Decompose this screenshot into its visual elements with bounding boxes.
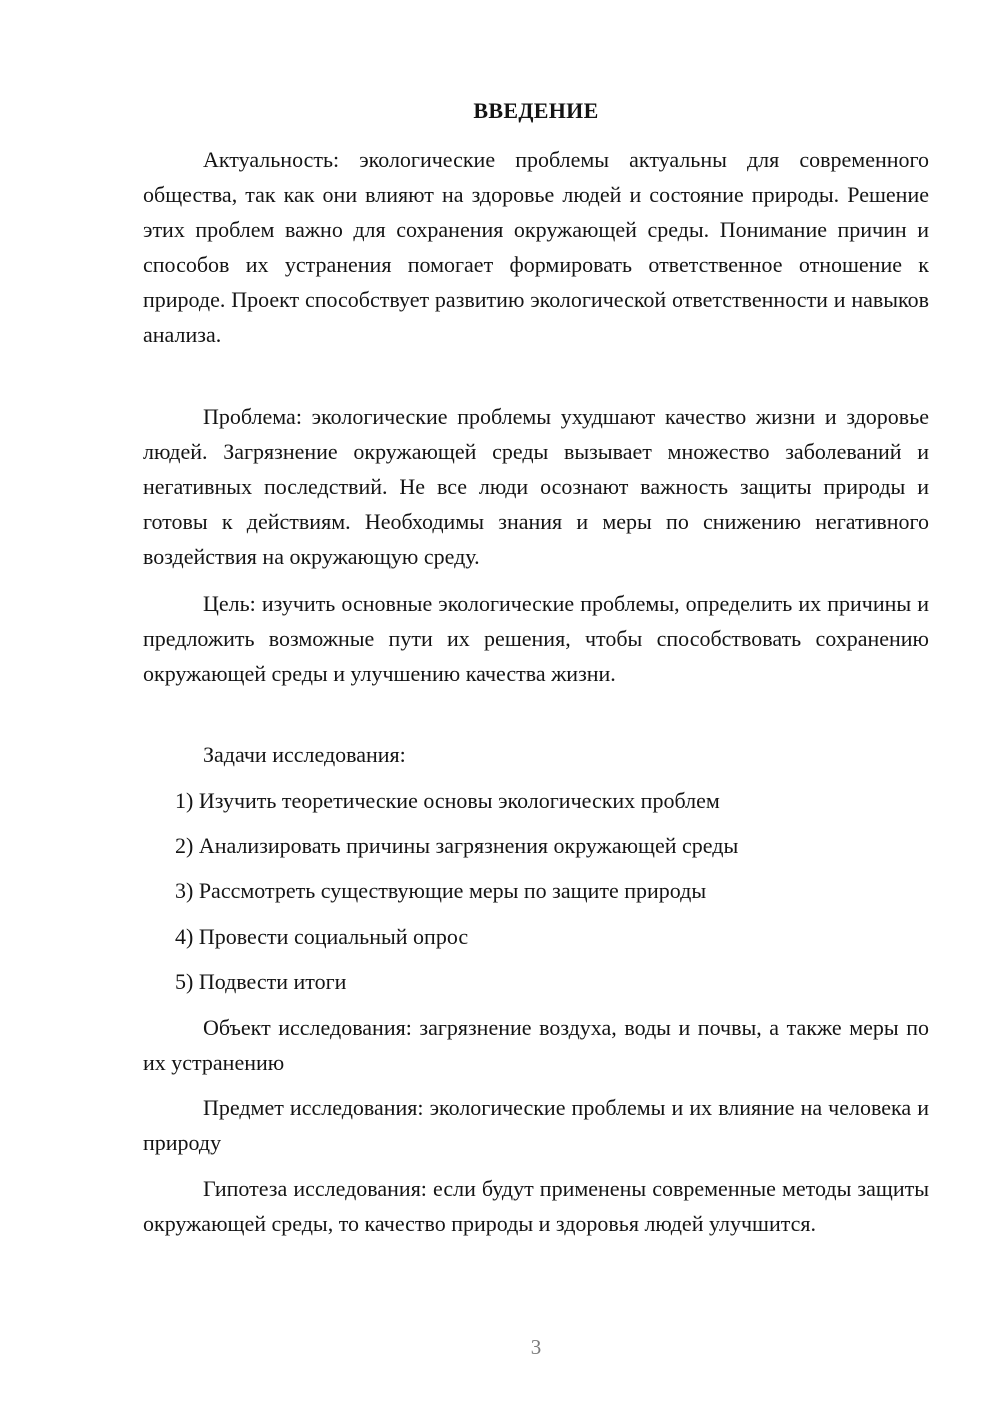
- subject-paragraph: Предмет исследования: экологические проблемы и их влияние на человека и природу: [143, 1095, 929, 1155]
- hypothesis-paragraph: Гипотеза исследования: если будут применены современные методы защиты окружающей среды, то качество природы и здоровья людей улучшится.: [143, 1176, 929, 1236]
- object-paragraph: Объект исследования: загрязнение воздуха, воды и почвы, а также меры по их устранению: [143, 1015, 929, 1075]
- task-item: 5) Подвести итоги: [175, 969, 347, 994]
- task-item: 3) Рассмотреть существующие меры по защите природы: [175, 878, 707, 903]
- relevance-paragraph: Актуальность: экологические проблемы актуальны для современного общества, так как они влияют на здоровье людей и состояние природы. Решение этих проблем важно для сохранения окружающей среды. Понимание причин и способов их устранения помогает формировать ответственное отношение к природе. Проект способствует развитию экологической ответственности и навыков анализа.: [143, 147, 929, 347]
- page-number: 3: [530, 1335, 542, 1359]
- page-title: ВВЕДЕНИЕ: [473, 98, 599, 123]
- task-item: 1) Изучить теоретические основы экологических проблем: [175, 788, 720, 813]
- problem-paragraph: Проблема: экологические проблемы ухудшают качество жизни и здоровье людей. Загрязнение окружающей среды вызывает множество заболеваний и негативных последствий. Не все люди осознают важность защиты природы и готовы к действиям. Необходимы знания и меры по снижению негативного воздействия на окружающую среду.: [143, 404, 929, 569]
- tasks-heading: Задачи исследования:: [203, 742, 406, 767]
- task-item: 2) Анализировать причины загрязнения окружающей среды: [175, 833, 739, 858]
- task-item: 4) Провести социальный опрос: [175, 924, 469, 949]
- goal-paragraph: Цель: изучить основные экологические проблемы, определить их причины и предложить возможные пути их решения, чтобы способствовать сохранению окружающей среды и улучшению качества жизни.: [143, 591, 929, 686]
